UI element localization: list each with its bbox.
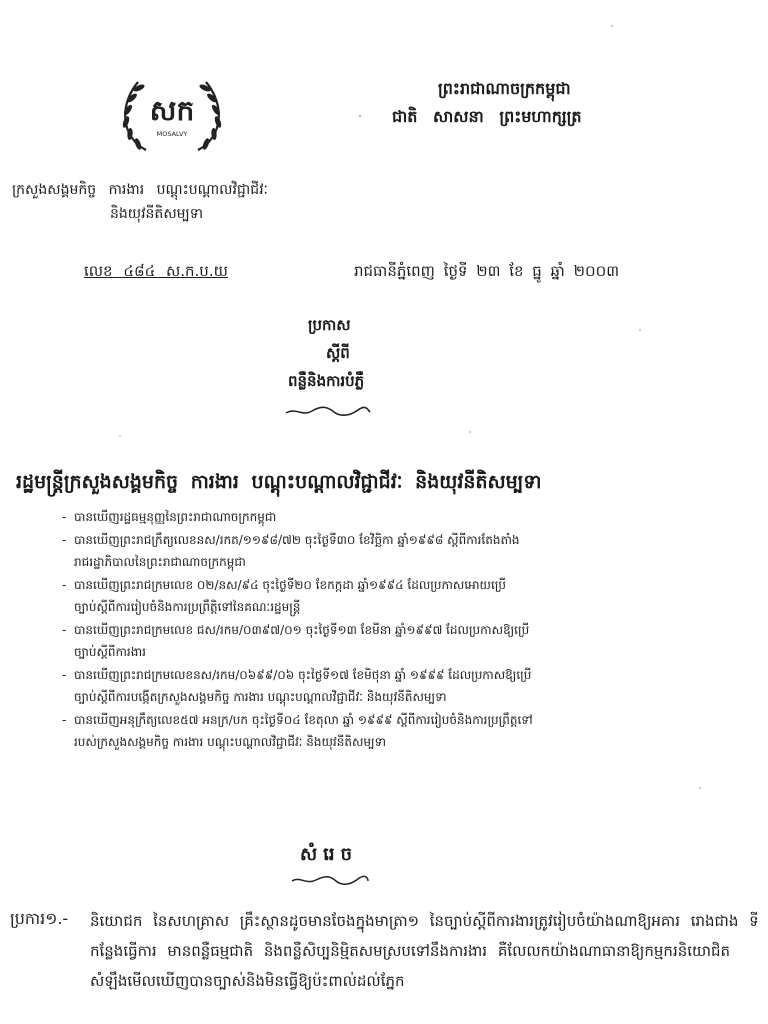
minister-heading: រដ្ឋមន្ត្រីក្រសួងសង្គមកិច្ច ការងារ បណ្តុះបណ្តាលវិជ្ជាជីវៈ និងយុវនីតិសម្បទា	[16, 471, 542, 493]
bullet-dash: -	[62, 510, 67, 524]
reference-text: បានឃើញរដ្ឋធម្មនុញ្ញនៃព្រះរាជាណាចក្រកម្ពុជា	[74, 510, 277, 524]
reference-text-continued: ច្បាប់ស្តីពីការងារ	[74, 645, 146, 659]
document-type-title: ប្រកាស	[308, 316, 351, 334]
bullet-dash: -	[62, 667, 67, 682]
bullet-dash: -	[62, 712, 67, 727]
bullet-dash: -	[62, 532, 67, 547]
laurel-wreath-icon	[116, 72, 228, 158]
legal-references-list	[62, 506, 682, 754]
list-item	[62, 664, 682, 709]
bullet-dash: -	[62, 622, 67, 637]
reference-text-continued: ច្បាប់ស្តីពីការរៀបចំនិងការប្រព្រឹត្តិទៅនៃគណៈរដ្ឋមន្ត្រី	[74, 600, 301, 614]
article-label: ប្រការ១.-	[10, 909, 69, 928]
reference-text: បានឃើញអនុក្រឹត្យលេខ៥៧ អនក្រ/បក ចុះថ្ងៃទី០៤ ខែតុលា ឆ្នាំ ១៩៩៩ ស្តីពីការរៀបចំនិងការប្រព្រឹត្តទៅ	[74, 712, 533, 727]
place-and-date: រាជធានីភ្នំពេញ ថ្ងៃទី ២៣ ខែ ធ្នូ ឆ្នាំ ២០០៣	[354, 262, 620, 280]
list-item	[62, 529, 682, 574]
national-motto: ជាតិ សាសនា ព្រះមហាក្សត្រ	[392, 107, 582, 126]
decides-flourish-divider	[290, 874, 370, 886]
ministry-name-line1: ក្រសួងសង្គមកិច្ច ការងារ បណ្តុះបណ្តាលវិជ្ជាជីវៈ	[12, 182, 268, 198]
svg-text:សក: សក	[149, 94, 195, 127]
reference-text-continued: ច្បាប់ស្តីពីការបង្កើតក្រសួងសង្គមកិច្ច ការងារ បណ្តុះបណ្តាលវិជ្ជាជីវៈ និងយុវនីតិសម្បទា	[74, 690, 447, 704]
reference-text: បានឃើញព្រះរាជក្រឹត្យលេខនស/រកត/១១៩៨/៧២ ចុះថ្ងៃទី៣០ ខែវិច្ឆិកា ឆ្នាំ១៩៩៨ ស្តីពីការតែងតាំង	[74, 532, 520, 547]
kingdom-heading: ព្រះរាជាណាចក្រកម្ពុជា	[438, 79, 571, 98]
decides-heading: សំរេច	[300, 844, 358, 865]
about-label: ស្តីពី	[326, 344, 350, 362]
list-item	[62, 506, 682, 529]
article-body: និយោជក នៃសហគ្រាស គ្រឹះស្ថានដូចមានចែងក្នុងមាត្រា១ នៃច្បាប់ស្តីពីការងារត្រូវរៀបចំយ៉ាងណាឱ្យអគារ រោងជាង ទីកន្លែងធ្វើការ មានពន្លឺធម្មជាតិ និងពន្លឺសិប្បនិម្មិតសមស្របទៅនឹងការងារ គឺលែលកយ៉ាងណាធានាឱ្យកម្មករនិយោជិត សំឡឹងមើលឃើញបានច្បាស់និងមិនធ្វើឱ្យប៉ះពាល់ដល់ភ្នែក	[90, 912, 759, 990]
reference-text-continued: របស់ក្រសួងសង្គមកិច្ច ការងារ បណ្តុះបណ្តាលវិជ្ជាជីវៈ និងយុវនីតិសម្បទា	[74, 735, 386, 749]
list-item	[62, 619, 682, 664]
svg-text:MOSALVY: MOSALVY	[156, 130, 188, 138]
list-item	[62, 574, 682, 619]
document-subject: ពន្លឺនិងការបំភ្លឺ	[288, 372, 365, 390]
reference-number: លេខ ៤៨៤ ស.ក.ប.យ	[84, 262, 228, 280]
list-item	[62, 709, 682, 754]
reference-text: បានឃើញព្រះរាជក្រមលេខនស/រកម/០៦៩៩/០៦ ចុះថ្ងៃទី១៧ ខែមិថុនា ឆ្នាំ ១៩៩៩ ដែលប្រកាសឱ្យប្រើ	[74, 667, 532, 682]
title-flourish-divider	[284, 404, 372, 418]
ministry-seal-logo	[116, 72, 228, 158]
reference-text-continued: រាជរដ្ឋាភិបាលនៃព្រះរាជាណាចក្រកម្ពុជា	[74, 555, 246, 569]
ministry-name-line2: និងយុវនីតិសម្បទា	[110, 206, 204, 222]
bullet-dash: -	[62, 577, 67, 592]
reference-text: បានឃើញព្រះរាជក្រមលេខ ជស/រកម/០៣៩៧/០១ ចុះថ្ងៃទី១៣ ខែមីនា ឆ្នាំ១៩៩៧ ដែលប្រកាសឱ្យប្រើ	[74, 622, 530, 637]
reference-text: បានឃើញព្រះរាជក្រមលេខ ០២/នស/៩៤ ចុះថ្ងៃទី២០ ខែកក្កដា ឆ្នាំ១៩៩៤ ដែលប្រកាសអោយប្រើ	[74, 577, 506, 592]
